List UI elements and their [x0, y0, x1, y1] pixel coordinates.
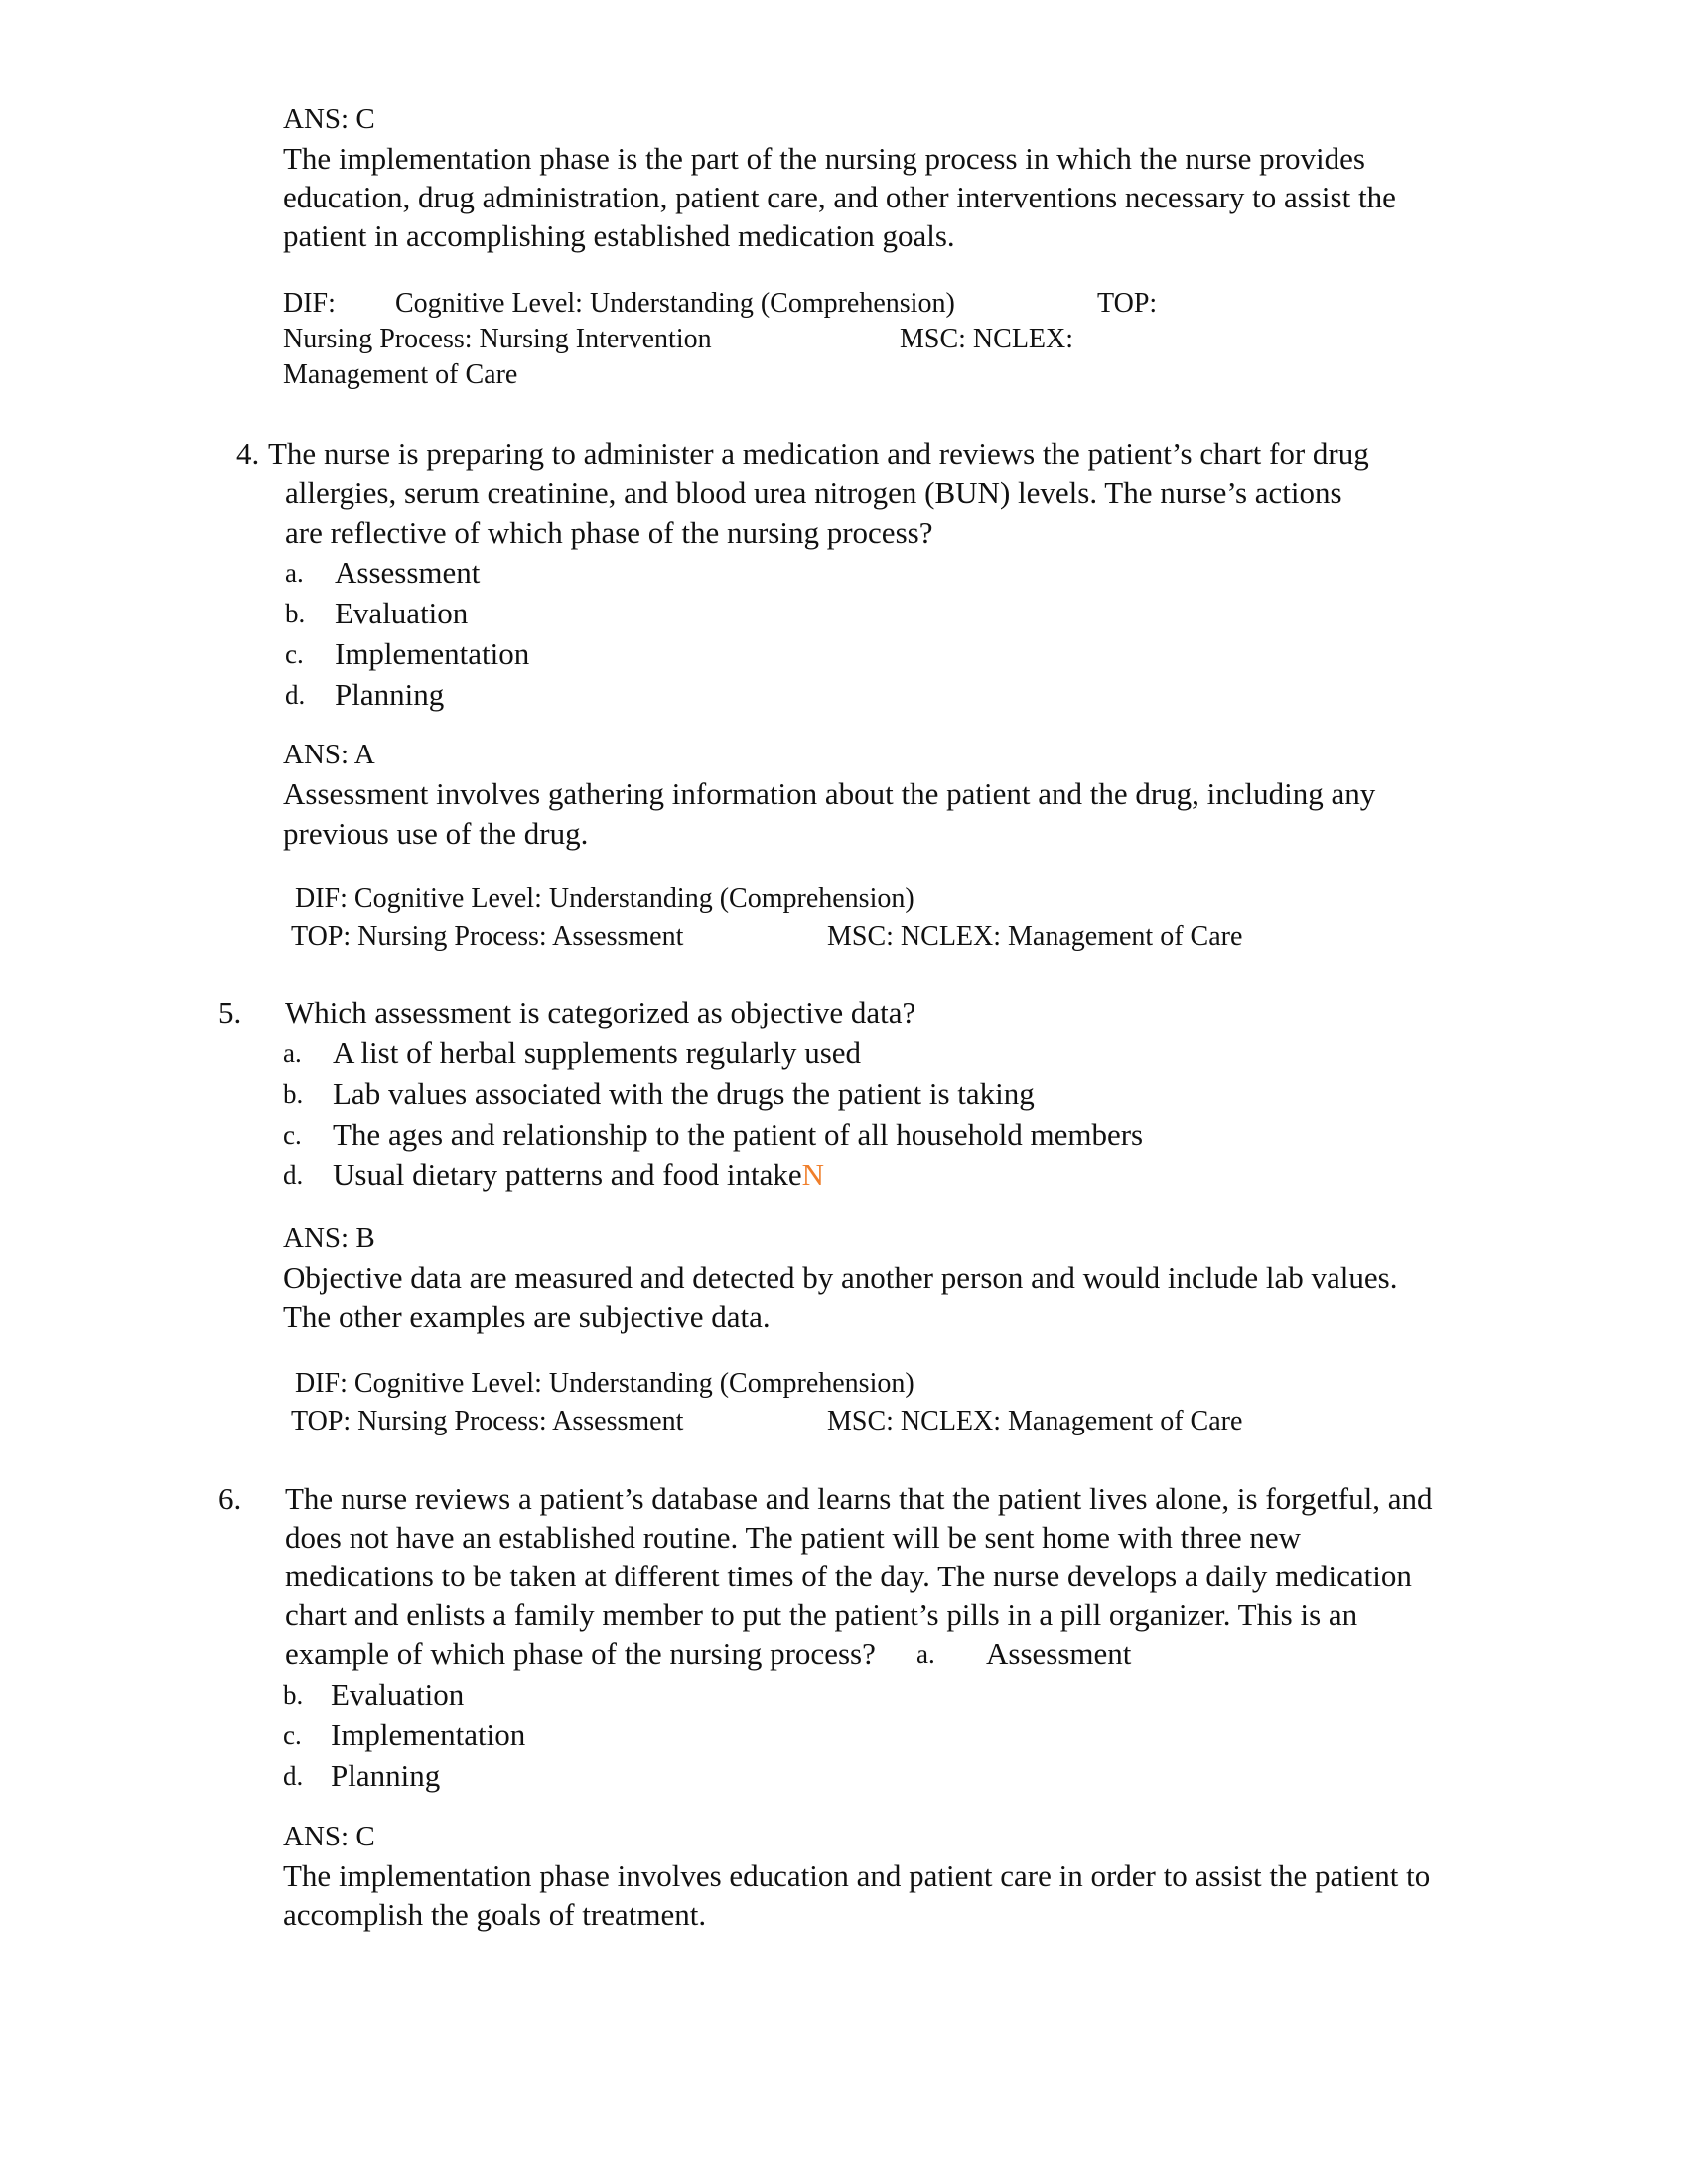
question-stem-line: chart and enlists a family member to put the patient’s pills in a pill organizer. This is an [285, 1597, 1358, 1632]
option-text: Implementation [331, 1717, 526, 1752]
rationale-line: education, drug administration, patient care, and other interventions necessary to assist the [283, 180, 1396, 214]
msc-label: MSC: NCLEX: [900, 324, 1074, 354]
rationale-line: accomplish the goals of treatment. [283, 1897, 707, 1932]
option-letter: a. [283, 1038, 302, 1068]
msc-meta: MSC: NCLEX: Management of Care [827, 921, 1243, 952]
question-stem-line: Which assessment is categorized as objective data? [285, 995, 916, 1029]
answer-label: ANS: B [283, 1222, 375, 1254]
msc-meta: MSC: NCLEX: Management of Care [827, 1406, 1243, 1436]
dif-meta: DIF: Cognitive Level: Understanding (Comprehension) [295, 884, 914, 914]
rationale-line: The implementation phase is the part of the nursing process in which the nurse provides [283, 141, 1365, 176]
rationale-line: previous use of the drug. [283, 816, 589, 851]
stray-mark: N [801, 1158, 824, 1192]
dif-label: DIF: [283, 288, 336, 319]
option-text: Assessment [986, 1636, 1132, 1671]
dif-value: Cognitive Level: Understanding (Comprehension) [395, 288, 955, 319]
option-text: The ages and relationship to the patient of all household members [333, 1117, 1144, 1152]
rationale-line: Assessment involves gathering information about the patient and the drug, including any [283, 776, 1376, 811]
top-value: Nursing Process: Nursing Intervention [283, 324, 712, 354]
answer-label: ANS: A [283, 739, 375, 770]
option-letter: d. [283, 1160, 304, 1190]
option-text: Implementation [335, 636, 530, 671]
question-stem-line: The nurse reviews a patient’s database and learns that the patient lives alone, is forgetful, and [285, 1481, 1433, 1516]
rationale-line: The implementation phase involves education and patient care in order to assist the patient to [283, 1858, 1431, 1893]
option-letter: a. [285, 558, 304, 588]
option-text: Planning [335, 677, 445, 712]
option-letter: b. [285, 599, 306, 628]
option-letter: b. [283, 1680, 304, 1709]
answer-label: ANS: C [283, 1821, 375, 1852]
option-text: Planning [331, 1758, 441, 1793]
option-letter: d. [285, 680, 306, 710]
option-text: Assessment [335, 555, 481, 590]
rationale-line: patient in accomplishing established medication goals. [283, 218, 955, 253]
answer-label: ANS: C [283, 103, 375, 135]
option-text: Lab values associated with the drugs the patient is taking [333, 1076, 1035, 1111]
option-letter: a. [916, 1639, 935, 1669]
option-text: A list of herbal supplements regularly used [333, 1035, 862, 1070]
option-letter: d. [283, 1761, 304, 1791]
option-text: Usual dietary patterns and food intake [333, 1158, 802, 1192]
question-number: 6. [218, 1481, 242, 1516]
question-stem-line: are reflective of which phase of the nursing process? [285, 515, 933, 550]
option-letter: c. [283, 1120, 302, 1150]
option-letter: c. [285, 639, 304, 669]
option-text: Evaluation [335, 596, 469, 630]
option-text: Evaluation [331, 1677, 465, 1711]
question-stem-line: example of which phase of the nursing process? [285, 1636, 876, 1671]
question-stem-line: medications to be taken at different times of the day. The nurse develops a daily medication [285, 1559, 1412, 1593]
question-number: 5. [218, 995, 242, 1029]
question-number: 4. [236, 436, 260, 471]
question-stem-line: allergies, serum creatinine, and blood urea nitrogen (BUN) levels. The nurse’s actions [285, 476, 1342, 510]
top-meta: TOP: Nursing Process: Assessment [291, 921, 684, 952]
option-letter: b. [283, 1079, 304, 1109]
top-meta: TOP: Nursing Process: Assessment [291, 1406, 684, 1436]
msc-value: Management of Care [283, 359, 518, 390]
rationale-line: Objective data are measured and detected by another person and would include lab values. [283, 1260, 1398, 1295]
dif-meta: DIF: Cognitive Level: Understanding (Comprehension) [295, 1368, 914, 1399]
question-stem-line: The nurse is preparing to administer a medication and reviews the patient’s chart for drug [268, 436, 1369, 471]
option-text-wrap [333, 1156, 824, 1195]
option-letter: c. [283, 1720, 302, 1750]
top-label: TOP: [1097, 288, 1158, 319]
rationale-line: The other examples are subjective data. [283, 1299, 771, 1334]
question-stem-line: does not have an established routine. The patient will be sent home with three new [285, 1520, 1302, 1555]
